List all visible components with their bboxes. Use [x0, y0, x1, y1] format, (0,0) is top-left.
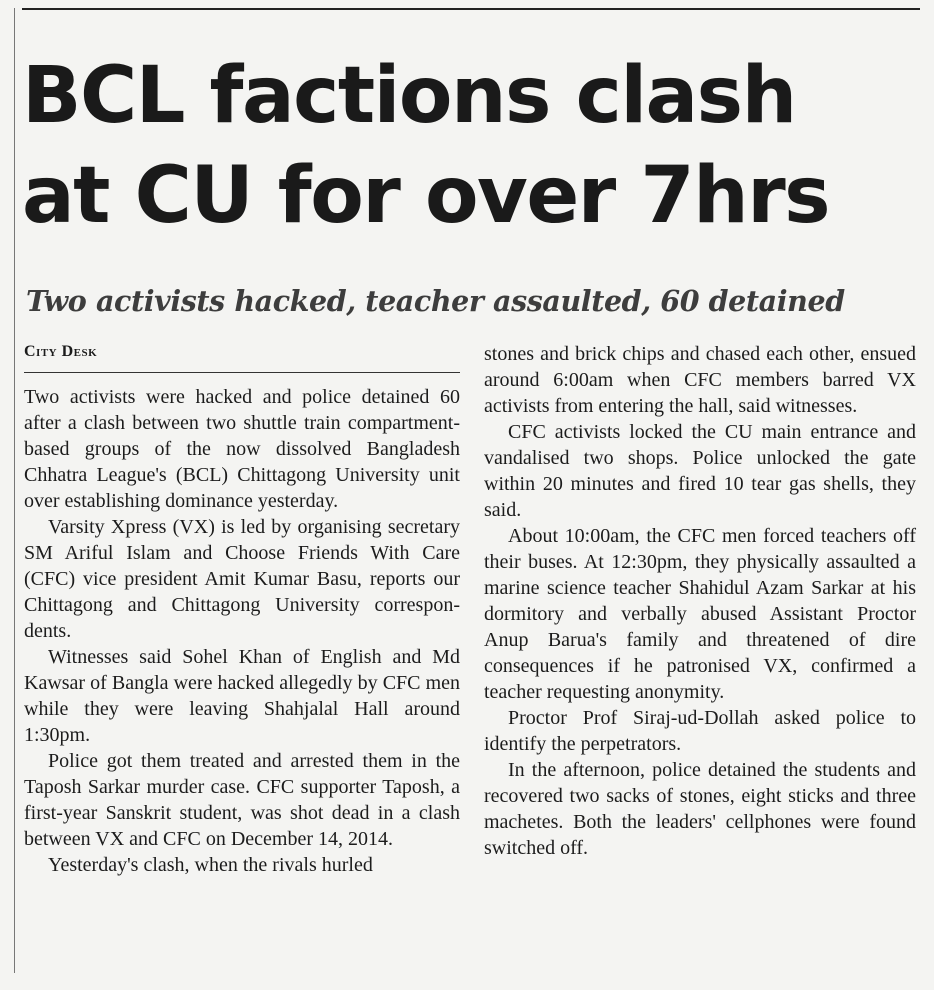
paragraph: Varsity Xpress (VX) is led by organising secretary SM Ariful Islam and Choose Friends With Care (CFC) vice president Amit Kumar Basu, reports our Chittagong and Chittagong University correspondents.	[24, 516, 460, 642]
article-column-2	[484, 341, 916, 861]
column-rule-left	[14, 8, 15, 973]
paragraph: Witnesses said Sohel Khan of English and Md Kawsar of Bangla were hacked allegedly by CFC men while they were leaving Shahjalal Hall around 1:30pm.	[24, 646, 460, 746]
paragraph: stones and brick chips and chased each other, ensued around 6:00am when CFC members barred VX activists from entering the hall, said witnesses.	[484, 343, 916, 417]
headline-line-2: at CU for over 7hrs	[22, 151, 830, 241]
byline-rule	[24, 372, 460, 373]
subheadline: Two activists hacked, teacher assaulted, 60 detained	[26, 284, 845, 318]
paragraph: About 10:00am, the CFC men forced teachers off their buses. At 12:30pm, they physically assaulted a marine science teacher Shahidul Azam Sarkar at his dormitory and verbally abused Assistant Proctor Anup Barua's family and threatened of dire consequences if he patronised VX, confirmed a teacher requesting anonymity.	[484, 525, 916, 703]
byline: City Desk	[24, 343, 98, 360]
paragraph: In the afternoon, police detained the students and recovered two sacks of stones, eight sticks and three machetes. Both the leaders' cellphones were found switched off.	[484, 759, 916, 859]
paragraph: Yesterday's clash, when the rivals hurled	[48, 854, 373, 876]
paragraph: CFC activists locked the CU main entrance and vandalised two shops. Police unlocked the gate within 20 minutes and fired 10 tear gas shells, they said.	[484, 421, 916, 521]
top-rule	[22, 8, 920, 10]
paragraph: Police got them treated and arrested them in the Taposh Sarkar murder case. CFC supporter Taposh, a first-year Sanskrit student, was shot dead in a clash between VX and CFC on December 14, 2014.	[24, 750, 460, 850]
article-column-1	[24, 384, 460, 878]
headline	[22, 46, 927, 246]
paragraph: Proctor Prof Siraj-ud-Dollah asked police to identify the perpetrators.	[484, 707, 916, 755]
paragraph: Two activists were hacked and police detained 60 after a clash between two shuttle train compartment-based groups of the now dissolved Bangladesh Chhatra League's (BCL) Chittagong University unit over establishing dominance yesterday.	[24, 386, 460, 512]
headline-line-1: BCL factions clash	[22, 51, 796, 141]
